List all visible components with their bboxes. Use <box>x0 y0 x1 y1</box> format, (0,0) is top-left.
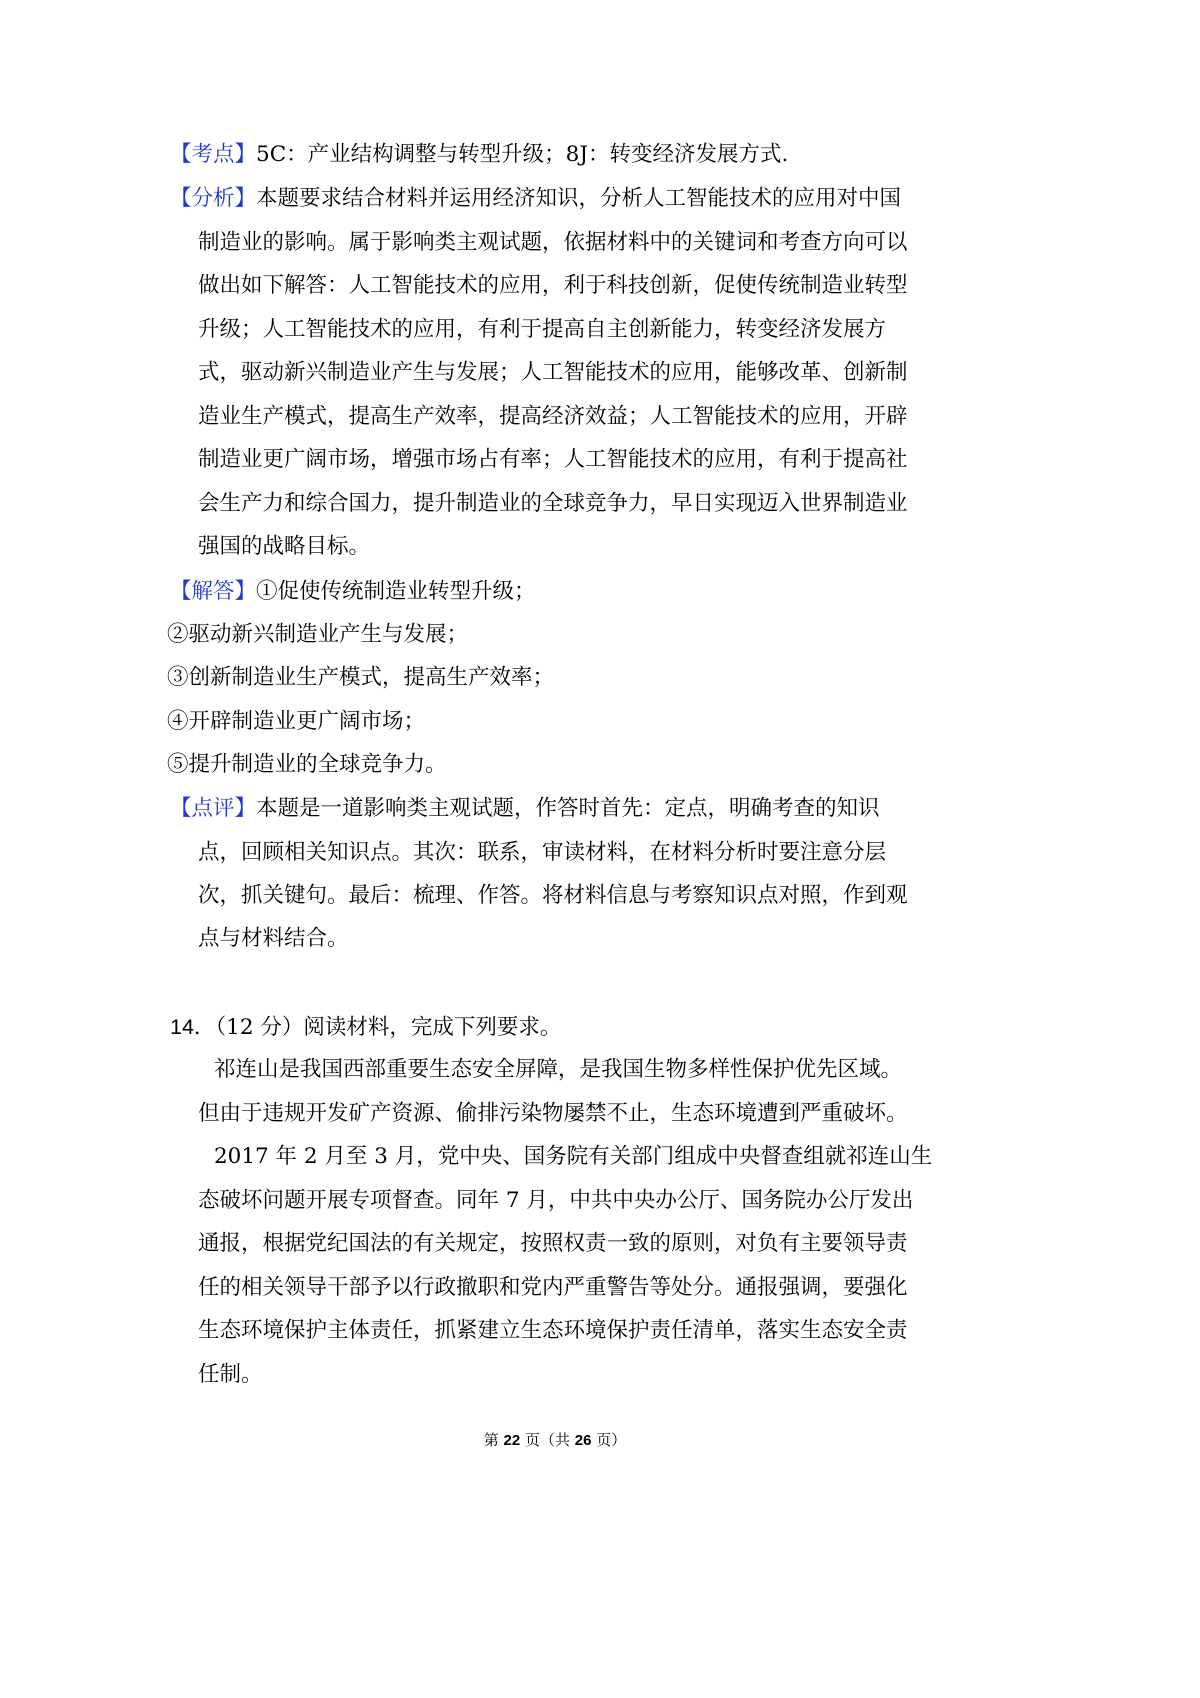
dianping-line: 点，回顾相关知识点。其次：联系，审读材料，在材料分析时要注意分层 <box>198 840 887 865</box>
jieda-item: ②驱动新兴制造业产生与发展； <box>167 622 469 647</box>
fenxi-line: 会生产力和综合国力，提升制造业的全球竞争力，早日实现迈入世界制造业 <box>198 491 908 516</box>
kaodian-tag: 【考点】 <box>170 142 257 167</box>
material-line: 但由于违规开发矿产资源、偷排污染物屡禁不止，生态环境遭到严重破坏。 <box>198 1101 908 1126</box>
fenxi-tag: 【分析】 <box>170 186 257 211</box>
jieda-item: ④开辟制造业更广阔市场； <box>167 709 426 734</box>
jieda-tag: 【解答】 <box>170 579 257 604</box>
material-line: 通报，根据党纪国法的有关规定，按照权责一致的原则，对负有主要领导责 <box>198 1231 908 1256</box>
jieda-line <box>170 577 536 607</box>
material-line: 2017 年 2 月至 3 月，党中央、国务院有关部门组成中央督查组就祁连山生 <box>214 1144 933 1169</box>
material-line: 任制。 <box>198 1362 263 1387</box>
question-stem: （12 分）阅读材料，完成下列要求。 <box>215 1015 562 1040</box>
dianping-text: 本题是一道影响类主观试题，作答时首先：定点，明确考查的知识 <box>256 796 880 821</box>
dianping-line: 点与材料结合。 <box>198 926 349 951</box>
total-pages: 26 <box>574 1432 592 1449</box>
fenxi-line: 制造业更广阔市场，增强市场占有率；人工智能技术的应用，有利于提高社 <box>198 447 908 472</box>
dianping-line: 次，抓关键句。最后：梳理、作答。将材料信息与考察知识点对照，作到观 <box>198 883 908 908</box>
material-line: 生态环境保护主体责任，抓紧建立生态环境保护责任清单，落实生态安全责 <box>198 1318 908 1343</box>
material-line: 祁连山是我国西部重要生态安全屏障，是我国生物多样性保护优先区域。 <box>214 1057 903 1082</box>
dianping-tag: 【点评】 <box>170 796 257 821</box>
page-footer <box>0 1429 1110 1452</box>
footer-suffix: 页） <box>591 1431 627 1449</box>
question-number: 14． <box>170 1015 216 1039</box>
dianping-line <box>170 794 880 824</box>
fenxi-line: 升级；人工智能技术的应用，有利于提高自主创新能力，转变经济发展方 <box>198 317 887 342</box>
fenxi-line: 制造业的影响。属于影响类主观试题，依据材料中的关键词和考查方向可以 <box>198 230 908 255</box>
fenxi-line: 式，驱动新兴制造业产生与发展；人工智能技术的应用，能够改革、创新制 <box>198 360 908 385</box>
footer-middle: 页（共 <box>520 1431 575 1449</box>
footer-prefix: 第 <box>483 1431 504 1449</box>
fenxi-line: 强国的战略目标。 <box>198 534 371 559</box>
fenxi-line <box>170 184 901 214</box>
material-line: 态破坏问题开展专项督查。同年 7 月，中共中央办公厅、国务院办公厅发出 <box>198 1188 914 1213</box>
fenxi-line: 做出如下解答：人工智能技术的应用，利于科技创新，促使传统制造业转型 <box>198 273 908 298</box>
kaodian-line <box>170 140 788 170</box>
question-14-line <box>170 1012 561 1043</box>
current-page-number: 22 <box>503 1432 521 1449</box>
fenxi-line: 造业生产模式，提高生产效率，提高经济效益；人工智能技术的应用，开辟 <box>198 404 908 429</box>
kaodian-text: 5C：产业结构调整与转型升级；8J：转变经济发展方式. <box>256 142 789 167</box>
jieda-item: ⑤提升制造业的全球竞争力。 <box>167 752 447 777</box>
jieda-item: ③创新制造业生产模式，提高生产效率； <box>167 665 555 690</box>
jieda-item: ①促使传统制造业转型升级； <box>256 579 536 604</box>
material-line: 任的相关领导干部予以行政撤职和党内严重警告等处分。通报强调，要强化 <box>198 1275 908 1300</box>
fenxi-text: 本题要求结合材料并运用经济知识，分析人工智能技术的应用对中国 <box>256 186 902 211</box>
